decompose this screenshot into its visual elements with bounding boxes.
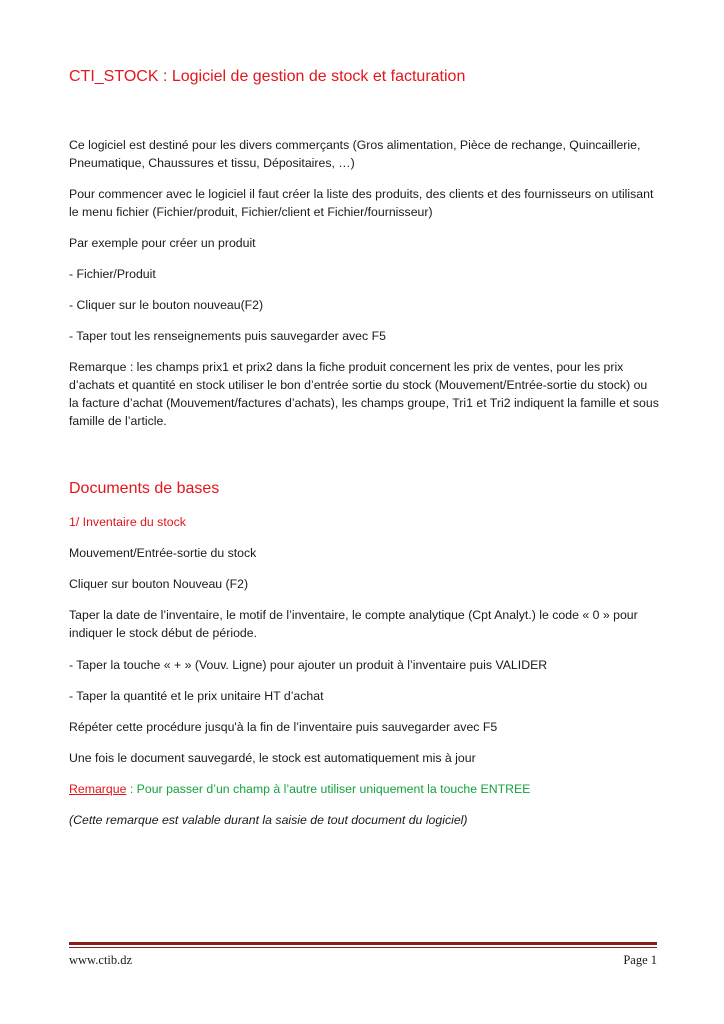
section-step-1: Mouvement/Entrée-sortie du stock: [69, 546, 257, 560]
section-step-6: Répéter cette procédure jusqu'à la fin de l’inventaire puis sauvegarder avec F5: [69, 720, 498, 734]
section-remark: [69, 780, 659, 798]
step-cliquer-nouveau: - Cliquer sur le bouton nouveau(F2): [69, 298, 264, 312]
footer-page-number: Page 1: [623, 953, 657, 967]
intro-paragraph-2: Pour commencer avec le logiciel il faut créer la liste des produits, des clients et des fournisseurs on utilisant le menu fichier (Fichier/produit, Fichier/client et Fichier/fournisseur): [69, 187, 654, 219]
intro-paragraph-3: Par exemple pour créer un produit: [69, 236, 256, 250]
step-fichier-produit: - Fichier/Produit: [69, 267, 156, 281]
footer-website: www.ctib.dz: [69, 953, 133, 967]
intro-remarque: Remarque : les champs prix1 et prix2 dans la fiche produit concernent les prix de ventes, pour les prix d’achats et quantité en stock utiliser le bon d’entrée sortie du stock (Mouvement/Entrée-sortie du stock) ou la facture d’achat (Mouvement/factures d’achats), les champs groupe, Tri1 et Tri2 indiquent la famille et sous famille de l’article.: [69, 360, 659, 428]
section-heading: Documents de bases: [69, 480, 220, 497]
step-taper-renseignements: - Taper tout les renseignements puis sauvegarder avec F5: [69, 329, 386, 343]
footer-rule-thick: [69, 942, 657, 945]
intro-paragraph-1: Ce logiciel est destiné pour les divers commerçants (Gros alimentation, Pièce de rechange, Quincaillerie, Pneumatique, Chaussures et tissu, Dépositaires, …): [69, 138, 641, 170]
remark-separator: :: [126, 782, 137, 796]
document-title: CTI_STOCK : Logiciel de gestion de stock et facturation: [69, 68, 466, 85]
section-step-5: - Taper la quantité et le prix unitaire HT d’achat: [69, 689, 324, 703]
section-step-3: Taper la date de l’inventaire, le motif de l’inventaire, le compte analytique (Cpt Analyt.) le code « 0 » pour indiquer le stock début de période.: [69, 608, 638, 640]
footer-rule-thin: [69, 947, 657, 948]
section-step-4: - Taper la touche « + » (Vouv. Ligne) pour ajouter un produit à l’inventaire puis VALIDER: [69, 658, 548, 672]
section-subheading: 1/ Inventaire du stock: [69, 515, 186, 529]
section-step-2: Cliquer sur bouton Nouveau (F2): [69, 577, 249, 591]
remark-text: Pour passer d’un champ à l’autre utiliser uniquement la touche ENTREE: [136, 782, 531, 796]
section-step-7: Une fois le document sauvegardé, le stock est automatiquement mis à jour: [69, 751, 476, 765]
section-note: (Cette remarque est valable durant la saisie de tout document du logiciel): [69, 813, 468, 827]
remark-label: Remarque: [69, 782, 127, 796]
